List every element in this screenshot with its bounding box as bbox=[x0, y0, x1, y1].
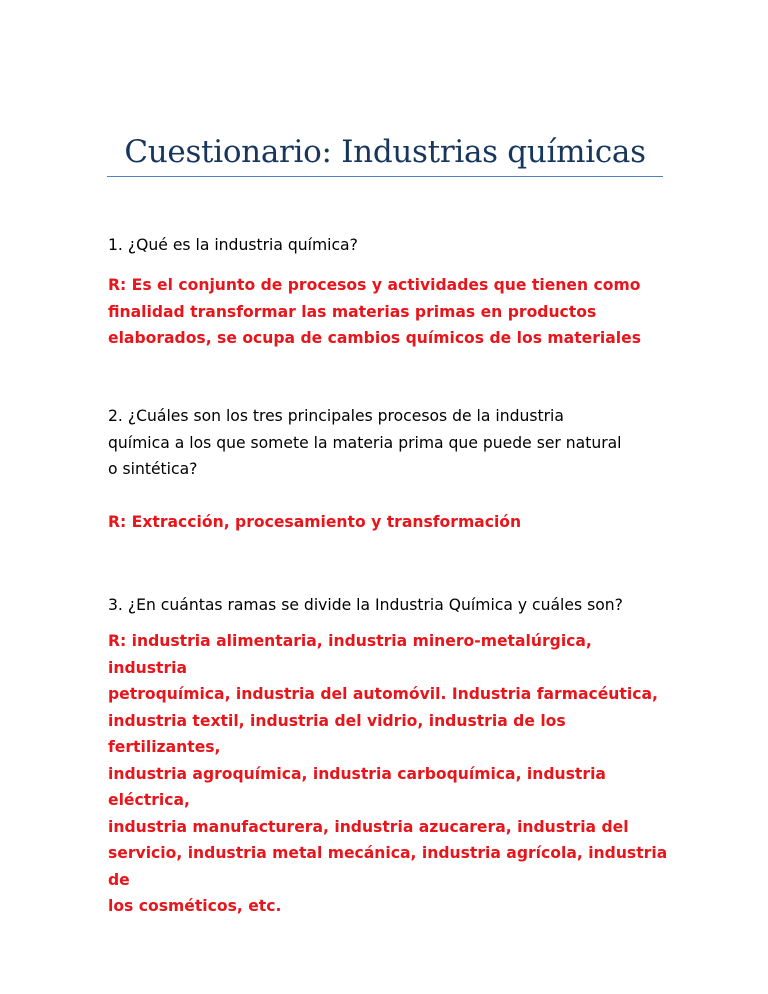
question-2: 2. ¿Cuáles son los tres principales procesos de la industria química a los que somete la materia prima que puede ser natural o sintética? bbox=[108, 407, 622, 478]
answer-1: R: Es el conjunto de procesos y actividades que tienen como finalidad transformar las materias primas en productos elaborados, se ocupa de cambios químicos de los materiales bbox=[108, 276, 641, 347]
question-3: 3. ¿En cuántas ramas se divide la Industria Química y cuáles son? bbox=[108, 596, 623, 614]
answer-3: R: industria alimentaria, industria minero-metalúrgica, industria petroquímica, industria del automóvil. Industria farmacéutica, industria textil, industria del vidrio, industria de los fertilizantes, industria agroquímica, industria carboquímica, industria eléctrica, industria manufacturera, industria azucarera, industria del servicio, industria metal mecánica, industria agrícola, industria de los cosméticos, etc. bbox=[108, 632, 668, 915]
question-1: 1. ¿Qué es la industria química? bbox=[108, 236, 358, 254]
page-title: Cuestionario: Industrias químicas bbox=[124, 134, 646, 170]
title-underline bbox=[107, 176, 663, 177]
answer-2: R: Extracción, procesamiento y transformación bbox=[108, 513, 522, 531]
